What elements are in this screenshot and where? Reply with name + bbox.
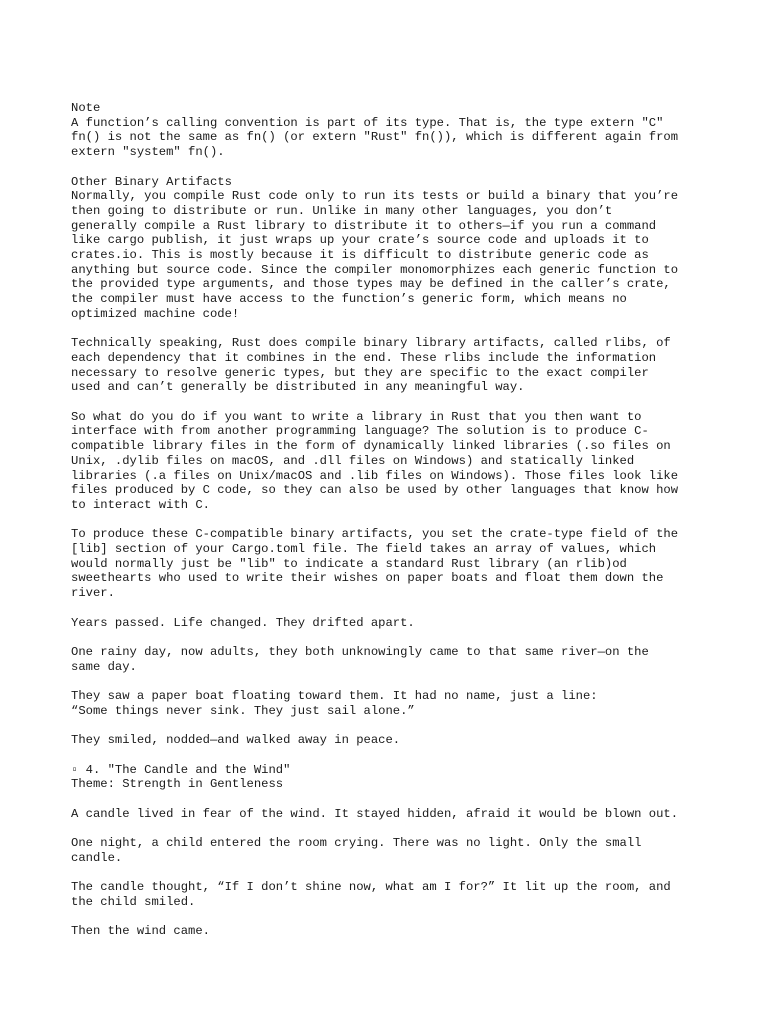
note-paragraph: Note A function’s calling convention is part of its type. That is, the type extern "C" fn() is not the same as fn() (or extern "Rust" fn()), which is different again from extern "system" fn(). [71,101,679,160]
story-paragraph: A candle lived in fear of the wind. It stayed hidden, afraid it would be blown out. [71,806,679,821]
story-paragraph: Years passed. Life changed. They drifted apart. [71,615,415,630]
rlibs-paragraph: Technically speaking, Rust does compile binary library artifacts, called rlibs, of each dependency that it combines in the end. These rlibs include the information necessary to resolve generic types, but they are specific to the exact compiler used and can’t generally be distributed in any meaningful way. [71,336,671,395]
story-paragraph: One night, a child entered the room crying. There was no light. Only the small candle. [71,835,642,865]
story-paragraph: One rainy day, now adults, they both unknowingly came to that same river—on the same day. [71,644,649,674]
story-paragraph: They smiled, nodded—and walked away in peace. [71,733,401,748]
story-paragraph: Then the wind came. [71,924,210,939]
c-compatible-paragraph: So what do you do if you want to write a library in Rust that you then want to interface with from another programming language? The solution is to produce C- compatible library files in the form of dynamically linked libraries (.so files on Unix, .dylib files on macOS, and .dll files on Windows) and statically linked libraries (.a files on Unix/macOS and .lib files on Windows). Those files look like files produced by C code, so they can also be used by other languages that know how to interact with C. [71,409,679,512]
binary-artifacts-paragraph: Other Binary Artifacts Normally, you compile Rust code only to run its tests or build a binary that you’re then going to distribute or run. Unlike in many other languages, you don’t generally compile a Rust library to distribute it to others—if you run a command like cargo publish, it just wraps up your crate’s source code and uploads it to crates.io. This is mostly because it is difficult to distribute generic code as anything but source code. Since the compiler monomorphizes each generic function to the provided type arguments, and those types may be defined in the caller’s crate, the compiler must have access to the function’s generic form, which means no optimized machine code! [71,174,679,321]
story-paragraph: They saw a paper boat floating toward them. It had no name, just a line: “Some things never sink. They just sail alone.” [71,689,598,718]
crate-type-paragraph: To produce these C-compatible binary artifacts, you set the crate-type field of the [lib] section of your Cargo.toml file. The field takes an array of values, which would normally just be "lib" to indicate a standard Rust library (an rlib)od sweethearts who used to write their wishes on paper boats and float them down the river. [71,527,679,601]
story-paragraph: The candle thought, “If I don’t shine now, what am I for?” It lit up the room, and the child smiled. [71,880,671,909]
story-heading: ▫ 4. "The Candle and the Wind" Theme: Strength in Gentleness [71,762,291,792]
